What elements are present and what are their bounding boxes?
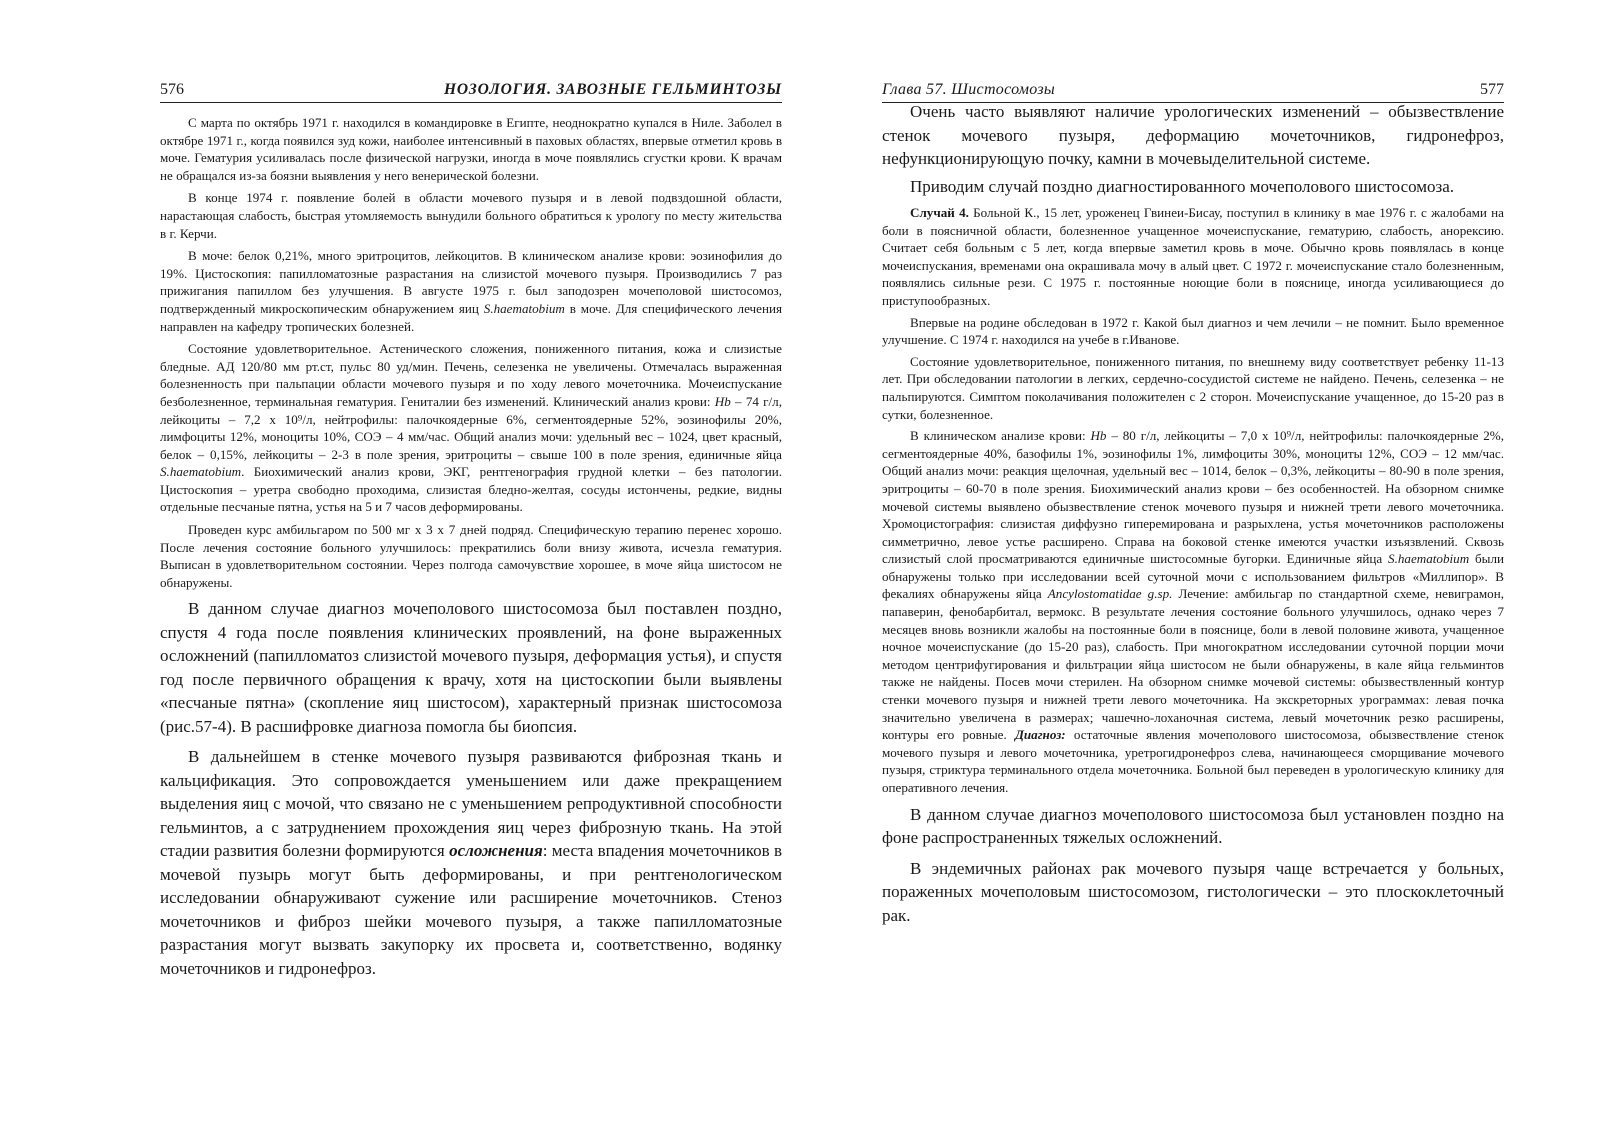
case-paragraph: Состояние удовлетворительное. Астенического сложения, пониженного питания, кожа и слизистые бледные. АД 120/80 мм рт.ст, пульс 80 уд/мин. Печень, селезенка не увеличены. Отмечалась выраженная болезненность при пальпации области мочевого пузыря и по ходу левого мочеточника. Мочеиспускание безболезненное, терминальная гематурия. Гениталии без изменений. Клинический анализ крови: Hb – 74 г/л, лейкоциты – 7,2 х 10⁹/л, нейтрофилы: палочкоядерные 6%, сегментоядерные 52%, эозинофилы 20%, лимфоциты 12%, моноциты 10%, СОЭ – 4 мм/час. Общий анализ мочи: удельный вес – 1024, цвет красный, белок – 0,15%, лейкоциты – 2-3 в поле зрения, эритроциты – свыше 100 в поле зрения, единичные яйца S.haematobium. Биохимический анализ крови, ЭКГ, рентгенография грудной клетки – без патологии. Цистоскопия – уретра свободно проходима, слизистая бледно-желтая, сосуды истончены, редкие, видны отдельные песчаные пятна, устья на 5 и 7 часов деформированы.: [160, 341, 782, 515]
body-paragraph: Очень часто выявляют наличие урологических изменений – обызвествление стенок мочевого пузыря, деформацию мочеточников, гидронефроз, нефункционирующую почку, камни в мочевыделительной системе.: [882, 102, 1504, 168]
page-number: 577: [1480, 81, 1504, 98]
page-number: 576: [160, 81, 184, 98]
case-paragraph: В клиническом анализе крови: Hb – 80 г/л, лейкоциты – 7,0 х 10⁹/л, нейтрофилы: палочкоядерные 2%, сегментоядерные 40%, базофилы 1%, эозинофилы 1%, лимфоциты 30%, моноциты 12%, СОЭ – 12 мм/час. Общий анализ мочи: реакция щелочная, удельный вес – 1014, белок – 0,3%, лейкоциты – 80-90 в поле зрения, эритроциты – 60-70 в поле зрения. Биохимический анализ крови – без особенностей. На обзорном снимке мочевой системы выявлено обызвествление стенок мочевого пузыря и нижней трети левого мочеточника. Хромоцистография: слизистая диффузно гиперемирована и разрыхлена, устья мочеточников расположены симметрично, левое устье расширено. Справа на боковой стенке имеются участки изъязвлений. Сквозь слизистый слой просматриваются единичные шистосомные бугорки. Единичные яйца S.haematobium были обнаружены только при исследовании всей суточной мочи с использованием фильтров «Миллипор». В фекалиях обнаружены яйца Ancylostomatidae g.sp. Лечение: амбильгар по стандартной схеме, невиграмон, папаверин, фенобарбитал, вермокс. В результате лечения состояние больного улучшилось, однако через 7 месяцев вновь возникли жалобы на постоянные боли в пояснице, боли в левой половине живота, учащенное ночное мочеиспускание (до 15-20 раз), слабость. При многократном исследовании суточной порции мочи методом центрифугирования и фильтрации яйца шистосом не были обнаружены, в кале яйца гельминтов также не найдены. Посев мочи стерилен. На обзорном снимке мочевой системы: обызвествленный контур стенки мочевого пузыря и нижней трети левого мочеточника. На экскреторных урограммах: левая почка значительно увеличена в размерах; чашечно-лоханочная система, левый мочеточник резко расширены, контуры его ровные. Диагноз: остаточные явления мочеполового шистосомоза, обызвествление стенок мочевого пузыря и левого мочеточника, уретрогидронефроз слева, начинающееся сморщивание мочевого пузыря, стриктура терминального отдела мочеточника. Больной был переведен в урологическую клинику для оперативного лечения.: [882, 428, 1505, 795]
case-paragraph: С марта по октябрь 1971 г. находился в командировке в Египте, неоднократно купался в Ниле. Заболел в октябре 1971 г., когда появился зуд кожи, наиболее интенсивный в паховых областях, впервые отметил кровь в моче. Гематурия усиливалась после физической нагрузки, иногда в моче появлялись сгустки крови. К врачам не обращался из-за боязни выявления у него венерической болезни.: [160, 115, 782, 183]
case-paragraph: Состояние удовлетворительное, пониженного питания, по внешнему виду соответствует ребенку 11-13 лет. При обследовании патологии в легких, сердечно-сосудистой системе не найдено. Печень, селезенка – не пальпируются. Симптом поколачивания положителен с 2 сторон. Мочеиспускание учащенное, до 15-20 раз в сутки, болезненное.: [882, 353, 1504, 422]
case-paragraph: В моче: белок 0,21%, много эритроцитов, лейкоцитов. В клиническом анализе крови: эозинофилия до 19%. Цистоскопия: папилломатозные разрастания на слизистой мочевого пузыря. Производились 7 раз прижигания папиллом без улучшения. В августе 1975 г. был заподозрен мочеполовой шистосомоз, подтвержденный микроскопическим обнаружением яиц S.haematobium в моче. Для специфического лечения направлен на кафедру тропических болезней.: [160, 248, 782, 334]
body-paragraph: В эндемичных районах рак мочевого пузыря чаще встречается у больных, пораженных мочеполовым шистосомозом, гистологически – это плоскоклеточный рак.: [882, 858, 1504, 925]
body-paragraph: Приводим случай поздно диагностированного мочеполового шистосомоза.: [910, 176, 1455, 196]
body-paragraph: В дальнейшем в стенке мочевого пузыря развиваются фиброзная ткань и кальцификация. Это сопровождается уменьшением или даже прекращением выделения яиц с мочой, что связано не с уменьшением репродуктивной способности гельминтов, а с затруднением прохождения яиц через фиброзную ткань. На этой стадии развития болезни формируются осложнения: места впадения мочеточников в мочевой пузырь могут быть деформированы, и при рентгенологическом исследовании обнаруживают сужение или расширение мочеточников. Стеноз мочеточников и фиброз шейки мочевого пузыря, а также папилломатозные разрастания могут вызвать закупорку их просвета и, соответственно, водянку мочеточников и гидронефроз.: [160, 747, 782, 978]
page-header: [882, 74, 1504, 103]
case-paragraph: Проведен курс амбильгаром по 500 мг х 3 х 7 дней подряд. Специфическую терапию перенес хорошо. После лечения состояние больного улучшилось: прекратились боли внизу живота, исчезла гематурия. Выписан в удовлетворительном состоянии. Через полгода самочувствие хорошее, в моче яйца шистосом не обнаружены.: [160, 522, 782, 590]
page-header: [160, 74, 782, 103]
page-body: [882, 100, 1504, 927]
body-paragraph: В данном случае диагноз мочеполового шистосомоза был поставлен поздно, спустя 4 года после появления клинических проявлений, на фоне выраженных осложнений (папилломатоз слизистой мочевого пузыря, деформация устья), и спустя год после первичного обращения к врачу, хотя на цистоскопии были выявлены «песчаные пятна» (скопление яиц шистосом), характерный признак шистосомоза (рис.57-4). В расшифровке диагноза помогла бы биопсия.: [160, 599, 782, 736]
case-label: Случай 4.: [910, 205, 969, 220]
running-title: Глава 57. Шистосомозы: [882, 81, 1056, 98]
case-paragraph: В конце 1974 г. появление болей в области мочевого пузыря и в левой подвздошной области, нарастающая слабость, быстрая утомляемость вынудили больного обратиться к урологу по месту жительства в г. Керчи.: [160, 190, 782, 241]
running-title: НОЗОЛОГИЯ. ЗАВОЗНЫЕ ГЕЛЬМИНТОЗЫ: [444, 81, 782, 98]
case-paragraph: Впервые на родине обследован в 1972 г. Какой был диагноз и чем лечили – не помнит. Было временное улучшение. С 1974 г. находился на учебе в г.Иванове.: [882, 314, 1504, 348]
page-body: [160, 114, 782, 980]
case-paragraph: Случай 4. Больной К., 15 лет, уроженец Гвинеи-Бисау, поступил в клинику в мае 1976 г. с жалобами на боли в поясничной области, болезненное учащенное мочеиспускание, гематурию, слабость, анорексию. Считает себя больным с 5 лет, когда впервые заметил кровь в моче. Обычно кровь появлялась в конце мочеиспускания, временами она окрашивала мочу в алый цвет. С 1972 г. мочеиспускание стало болезненным, появлялись сильные рези. С 1975 г. постоянные ноющие боли в пояснице, иногда усиливающиеся до приступообразных.: [882, 205, 1504, 308]
body-paragraph: В данном случае диагноз мочеполового шистосомоза был установлен поздно на фоне распространенных тяжелых осложнений.: [882, 804, 1504, 848]
